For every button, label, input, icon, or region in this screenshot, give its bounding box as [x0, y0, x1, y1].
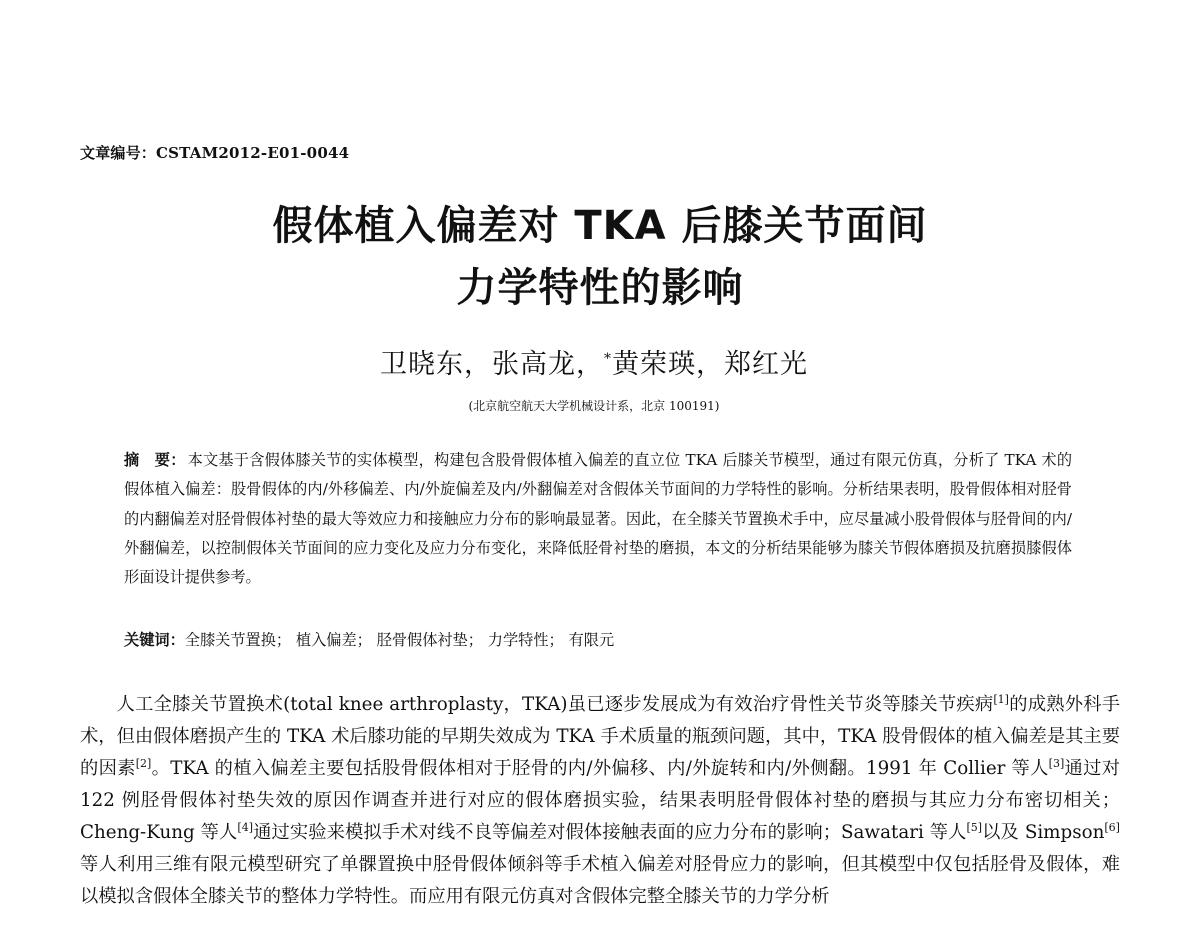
author-name: 黄荣瑛 — [612, 349, 696, 380]
article-number — [80, 142, 349, 163]
body-text-segment: 。TKA 的植入偏差主要包括股骨假体相对于胫骨的内/外偏移、内/外旋转和内/外侧翻。1991 年 Collier 等人 — [151, 758, 1049, 779]
citation-ref: [1] — [993, 692, 1009, 706]
body-text-segment: 通过对 122 例胫骨假体衬垫失效的原因作调查并进行对应的假体磨损实验，结果表明胫骨假体衬垫的磨损与其应力分布密切相关；Cheng-Kung 等人 — [80, 758, 1121, 843]
abstract — [124, 446, 1072, 592]
article-number-label: 文章编号： — [80, 144, 157, 162]
paper-title-line-1: 假体植入偏差对 TKA 后膝关节面间 — [272, 203, 928, 249]
body-text-segment: 通过实验来模拟手术对线不良等偏差对假体接触表面的应力分布的影响；Sawatari 等人 — [253, 822, 967, 843]
keyword: ； 胫骨假体衬垫 — [357, 631, 468, 649]
corresponding-author-mark: * — [604, 351, 612, 367]
author-separator: ， — [464, 349, 492, 380]
article-number-value: CSTAM2012-E01-0044 — [156, 144, 350, 162]
abstract-text: 本文基于含假体膝关节的实体模型，构建包含股骨假体植入偏差的直立位 TKA 后膝关节模型，通过有限元仿真，分析了 TKA 术的假体植入偏差：股骨假体的内/外移偏差、内/外旋偏差及内/外翻偏差对含假体关节面间的力学特性的影响。分析结果表明，股骨假体相对胫骨的内翻偏差对胫骨假体衬垫的最大等效应力和接触应力分布的影响最显著。因此，在全膝关节置换术手中，应尽量减小股骨假体与胫骨间的内/外翻偏差，以控制假体关节面间的应力变化及应力分布变化，来降低胫骨衬垫的磨损，本文的分析结果能够为膝关节假体磨损及抗磨损膝假体形面设计提供参考。 — [124, 451, 1073, 587]
citation-ref: [5] — [966, 820, 983, 834]
author-name: 郑红光 — [724, 349, 808, 380]
keyword: ； 力学特性 — [468, 631, 549, 649]
keyword: ； 有限元 — [549, 631, 615, 649]
keyword: 全膝关节置换 — [184, 631, 276, 649]
keyword: ； 植入偏差 — [276, 631, 357, 649]
citation-ref: [6] — [1104, 820, 1120, 834]
author-list — [0, 342, 1188, 381]
body-text-segment: 等人利用三维有限元模型研究了单髁置换中胫骨假体倾斜等手术植入偏差对胫骨应力的影响，但其模型中仅包括胫骨及假体，难以模拟含假体全膝关节的整体力学特性。而应用有限元仿真对含假体完整全膝关节的力学分析 — [80, 854, 1120, 907]
paper-title-line-2: 力学特性的影响 — [456, 265, 744, 311]
author-separator: ， — [576, 349, 604, 380]
body-text-segment: 以及 Simpson — [982, 822, 1105, 843]
keywords-label: 关键词： — [124, 631, 185, 649]
affiliation: (北京航空航天大学机械设计系，北京 100191) — [468, 399, 720, 413]
citation-ref: [3] — [1048, 756, 1065, 770]
body-paragraph — [80, 689, 1120, 913]
abstract-label: 摘 要： — [124, 451, 186, 469]
author-name: 张高龙 — [492, 349, 576, 380]
author-separator: ， — [696, 349, 724, 380]
citation-ref: [2] — [135, 756, 152, 770]
keywords — [124, 629, 1072, 650]
body-text-segment: 的成熟外科手术，但由假体磨损产生的 TKA 术后膝功能的早期失效成为 TKA 手术质量的瓶颈问题，其中，TKA 股骨假体的植入偏差是其主要的因素 — [80, 694, 1121, 779]
author-name: 卫晓东 — [380, 349, 464, 380]
body-text-segment: 人工全膝关节置换术(total knee arthroplasty，TKA)虽已逐步发展成为有效治疗骨性关节炎等膝关节疾病 — [116, 694, 994, 715]
citation-ref: [4] — [237, 820, 253, 834]
